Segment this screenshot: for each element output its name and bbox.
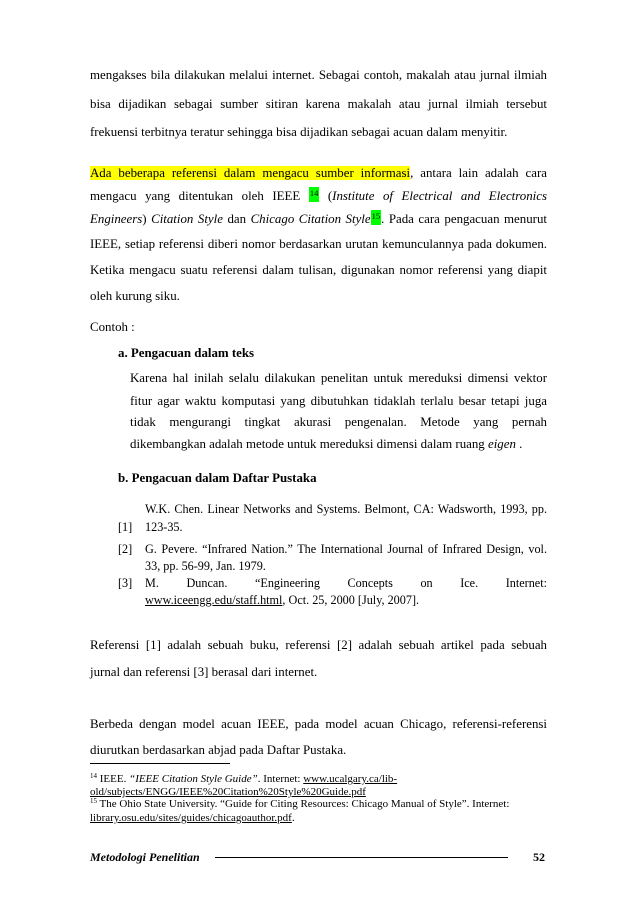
- reference-paragraph-line: [90, 210, 547, 228]
- section-b-heading: b. Pengacuan dalam Daftar Pustaka: [118, 471, 317, 485]
- italic-text: eigen: [487, 437, 516, 451]
- text-run: .: [291, 812, 295, 824]
- footnote-link[interactable]: old/subjects/ENGG/IEEE%20Citation%20Style%20Guide.pdf: [90, 786, 366, 798]
- intro-paragraph-line: mengakses bila dilakukan melalui internet. Sebagai contoh, makalah atau jurnal ilmiah: [90, 68, 547, 82]
- italic-text: Engineers: [90, 212, 143, 226]
- footnote-link[interactable]: www.ucalgary.ca/lib-: [303, 773, 398, 785]
- section-a-line: tidak mengurangi tingkat akurasi pengenalan. Metode yang pernah: [130, 415, 547, 429]
- reference-paragraph-line: oleh kurung siku.: [90, 289, 180, 303]
- section-a-heading: a. Pengacuan dalam teks: [118, 346, 255, 360]
- text-run: dikembangkan adalah metode untuk mereduksi dimensi dalam ruang: [130, 437, 488, 451]
- reference-entry-line: 33, pp. 56-99, Jan. 1979.: [145, 559, 266, 573]
- reference-entry-line: [145, 591, 547, 609]
- text-run: . Pada cara pengacuan menurut: [381, 212, 547, 226]
- intro-paragraph-line: frekuensi terbitnya teratur sehingga bisa dijadikan sebagai acuan dalam menyitir.: [90, 125, 508, 139]
- text-run: IEEE.: [97, 773, 130, 785]
- intro-paragraph-line: bisa dijadikan sebagai sumber sitiran karena makalah atau jurnal ilmiah tersebut: [90, 97, 547, 111]
- reference-paragraph-line: [90, 187, 547, 205]
- text-run: .: [515, 437, 523, 451]
- footnote-number: 14: [90, 772, 97, 780]
- text-run: , antara lain adalah cara: [410, 166, 547, 180]
- italic-text: Citation Style: [151, 212, 223, 226]
- reference-label: [1]: [118, 520, 133, 534]
- text-run: , Oct. 25, 2000 [July, 2007].: [282, 593, 420, 607]
- footnote-line: [90, 811, 547, 825]
- footnote-marker-15: 15: [371, 210, 382, 225]
- example-label: Contoh :: [90, 320, 135, 334]
- page-number: 52: [533, 850, 545, 864]
- footnote-separator: [90, 763, 230, 764]
- reference-paragraph-line: Ketika mengacu suatu referensi dalam tulisan, digunakan nomor referensi yang diapit: [90, 263, 547, 277]
- footnote-link[interactable]: library.osu.edu/sites/guides/chicagoauthor.pdf: [90, 812, 292, 824]
- reference-entry-line: W.K. Chen. Linear Networks and Systems. Belmont, CA: Wadsworth, 1993, pp.: [145, 502, 547, 516]
- footer-title: Metodologi Penelitian: [90, 850, 200, 864]
- text-run: mengacu yang ditentukan oleh IEEE: [90, 189, 309, 203]
- text-run: . Internet:: [257, 773, 304, 785]
- reference-entry-line: G. Pevere. “Infrared Nation.” The International Journal of Infrared Design, vol.: [145, 542, 547, 556]
- footnote-marker-14: 14: [309, 187, 320, 202]
- section-a-line: Karena hal inilah selalu dilakukan penelitan untuk mereduksi dimensi vektor: [130, 371, 547, 385]
- footnote-line: [90, 797, 547, 811]
- text-run: dan: [222, 212, 251, 226]
- chicago-paragraph-line: diurutkan berdasarkan abjad pada Daftar Pustaka.: [90, 743, 347, 757]
- footnote-line: [90, 772, 547, 786]
- footnote-number: 15: [90, 797, 97, 805]
- italic-text: “IEEE Citation Style Guide”: [129, 773, 258, 785]
- footer-rule: [215, 857, 508, 858]
- italic-text: Institute of Electrical and Electronics: [332, 189, 548, 203]
- section-a-line: fitur agar waktu komputasi yang dibutuhkan tidaklah terlalu besar tetapi juga: [130, 394, 547, 408]
- summary-paragraph-line: Referensi [1] adalah sebuah buku, referensi [2] adalah sebuah artikel pada sebuah: [90, 638, 547, 652]
- text-run: ): [142, 212, 152, 226]
- italic-text: Chicago Citation Style: [250, 212, 371, 226]
- summary-paragraph-line: jurnal dan referensi [3] berasal dari internet.: [90, 665, 318, 679]
- reference-entry-line: M. Duncan. “Engineering Concepts on Ice. Internet:: [145, 576, 547, 590]
- section-a-line: [130, 435, 547, 453]
- reference-link[interactable]: www.iceengg.edu/staff.html: [145, 593, 283, 607]
- chicago-paragraph-line: Berbeda dengan model acuan IEEE, pada model acuan Chicago, referensi-referensi: [90, 717, 547, 731]
- text-run: (: [319, 189, 333, 203]
- reference-paragraph-line: IEEE, setiap referensi diberi nomor berdasarkan urutan kemunculannya pada dokumen.: [90, 237, 547, 251]
- text-run: The Ohio State University. “Guide for Citing Resources: Chicago Manual of Style”. Internet:: [97, 798, 510, 810]
- highlighted-text: Ada beberapa referensi dalam mengacu sumber informasi: [90, 166, 411, 180]
- reference-entry-line: 123-35.: [145, 520, 183, 534]
- reference-label: [3]: [118, 576, 133, 590]
- reference-label: [2]: [118, 542, 133, 556]
- reference-paragraph-line: [90, 164, 547, 182]
